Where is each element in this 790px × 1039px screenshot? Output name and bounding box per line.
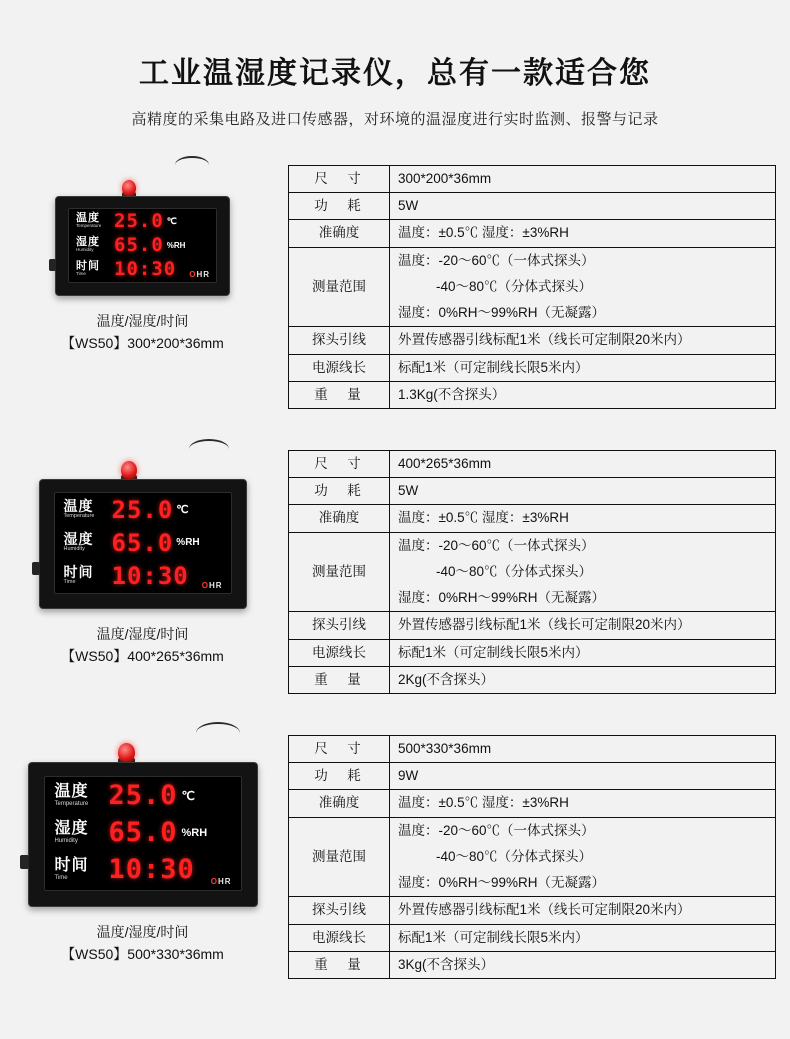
spec-value: 400*265*36mm — [390, 451, 776, 478]
table-row — [289, 736, 776, 763]
spec-key: 功 耗 — [289, 478, 390, 505]
product-caption-2 — [0, 624, 285, 667]
spec-value: 1.3Kg(不含探头） — [390, 381, 776, 408]
table-row — [289, 247, 776, 274]
antenna-icon — [196, 722, 240, 744]
brand-logo: OHR — [189, 270, 210, 279]
temp-label-cn: 温度 — [76, 211, 100, 224]
spec-value: 2Kg(不含探头） — [390, 666, 776, 693]
temp-value: 25.0 — [111, 495, 174, 524]
alarm-lamp-icon — [122, 180, 136, 196]
table-row — [289, 924, 776, 951]
humidity-label-cn: 湿度 — [76, 235, 100, 248]
spec-key: 尺 寸 — [289, 736, 390, 763]
table-row — [289, 166, 776, 193]
spec-value: 500*330*36mm — [390, 736, 776, 763]
caption-line-1: 温度/湿度/时间 — [96, 313, 189, 329]
page-header — [0, 0, 790, 129]
antenna-icon — [189, 439, 229, 459]
temp-label-en: Temperature — [76, 223, 102, 229]
spec-table-2 — [288, 450, 776, 694]
time-value: 10:30 — [114, 258, 177, 280]
side-connector — [32, 562, 40, 575]
time-value: 10:30 — [111, 561, 189, 590]
table-row — [289, 817, 776, 844]
humidity-unit: %RH — [176, 537, 200, 548]
spec-value: 300*200*36mm — [390, 166, 776, 193]
spec-key: 电源线长 — [289, 354, 390, 381]
spec-value: 温度：±0.5℃ 湿度：±3%RH — [390, 790, 776, 817]
spec-key: 测量范围 — [289, 247, 390, 327]
table-row — [289, 193, 776, 220]
spec-key: 测量范围 — [289, 817, 390, 897]
time-label-cn: 时间 — [76, 259, 100, 272]
spec-value: -40～80℃（分体式探头） — [390, 844, 776, 870]
spec-value: 湿度：0%RH～99%RH（无凝露） — [390, 300, 776, 327]
spec-key: 尺 寸 — [289, 166, 390, 193]
device-illustration-2 — [39, 445, 247, 609]
spec-key: 功 耗 — [289, 193, 390, 220]
page-subtitle: 高精度的采集电路及进口传感器，对环境的温湿度进行实时监测、报警与记录 — [131, 111, 659, 128]
time-label-en: Time — [63, 578, 76, 585]
humidity-label-en: Humidity — [63, 545, 85, 552]
product-caption-1 — [0, 311, 285, 354]
table-row — [289, 478, 776, 505]
table-row — [289, 790, 776, 817]
caption-line-1: 温度/湿度/时间 — [96, 626, 189, 642]
table-row — [289, 532, 776, 559]
table-row — [289, 639, 776, 666]
spec-key: 准确度 — [289, 220, 390, 247]
spec-key: 准确度 — [289, 505, 390, 532]
temp-label-en: Temperature — [54, 800, 89, 807]
table-row — [289, 327, 776, 354]
spec-value: 5W — [390, 478, 776, 505]
spec-value: 温度：-20～60℃（一体式探头） — [390, 532, 776, 559]
temp-unit: ℃ — [166, 215, 177, 226]
antenna-icon — [175, 156, 209, 174]
caption-line-2: 【WS50】300*200*36mm — [61, 334, 224, 351]
spec-value: 温度：-20～60℃（一体式探头） — [390, 247, 776, 274]
table-row — [289, 897, 776, 924]
temp-label-cn: 温度 — [54, 782, 89, 800]
spec-key: 准确度 — [289, 790, 390, 817]
spec-value: 湿度：0%RH～99%RH（无凝露） — [390, 585, 776, 612]
brand-logo: OHR — [210, 877, 232, 886]
temp-label-cn: 温度 — [63, 498, 94, 515]
temp-label-en: Temperature — [63, 512, 95, 519]
humidity-label-cn: 湿度 — [54, 819, 89, 837]
caption-line-2: 【WS50】400*265*36mm — [61, 647, 224, 664]
spec-value: -40～80℃（分体式探头） — [390, 274, 776, 300]
side-connector — [49, 259, 56, 271]
spec-value: 湿度：0%RH～99%RH（无凝露） — [390, 870, 776, 897]
spec-value: 标配1米（可定制线长限5米内） — [390, 924, 776, 951]
time-label-cn: 时间 — [63, 564, 94, 581]
page-title: 工业温湿度记录仪，总有一款适合您 — [139, 57, 651, 90]
spec-table-1 — [288, 165, 776, 409]
humidity-label-cn: 湿度 — [63, 531, 94, 548]
caption-line-1: 温度/湿度/时间 — [96, 924, 189, 940]
time-label-en: Time — [54, 874, 68, 881]
product-image-1 — [0, 160, 285, 354]
spec-value: -40～80℃（分体式探头） — [390, 559, 776, 585]
spec-key: 重 量 — [289, 666, 390, 693]
alarm-lamp-icon — [121, 461, 137, 479]
spec-value: 外置传感器引线标配1米（线长可定制限20米内） — [390, 327, 776, 354]
spec-value: 标配1米（可定制线长限5米内） — [390, 354, 776, 381]
table-row — [289, 505, 776, 532]
time-label-cn: 时间 — [54, 856, 89, 874]
spec-key: 电源线长 — [289, 639, 390, 666]
temp-unit: ℃ — [176, 504, 189, 516]
table-row — [289, 354, 776, 381]
caption-line-2: 【WS50】500*330*36mm — [61, 945, 224, 962]
temp-unit: ℃ — [181, 788, 196, 803]
alarm-lamp-icon — [118, 743, 135, 762]
spec-key: 测量范围 — [289, 532, 390, 612]
humidity-unit: %RH — [166, 240, 186, 250]
spec-key: 重 量 — [289, 951, 390, 978]
temp-value: 25.0 — [108, 780, 178, 811]
spec-value: 标配1米（可定制线长限5米内） — [390, 639, 776, 666]
product-caption-3 — [0, 922, 285, 965]
table-row — [289, 612, 776, 639]
table-row — [289, 220, 776, 247]
spec-key: 电源线长 — [289, 924, 390, 951]
spec-key: 功 耗 — [289, 763, 390, 790]
time-value: 10:30 — [108, 854, 195, 885]
brand-logo: OHR — [201, 581, 223, 590]
spec-value: 温度：±0.5℃ 湿度：±3%RH — [390, 220, 776, 247]
side-connector — [20, 855, 29, 869]
product-image-2 — [0, 445, 285, 667]
spec-value: 3Kg(不含探头） — [390, 951, 776, 978]
time-label-en: Time — [76, 271, 86, 277]
spec-key: 探头引线 — [289, 612, 390, 639]
spec-table-3 — [288, 735, 776, 979]
spec-key: 探头引线 — [289, 327, 390, 354]
humidity-unit: %RH — [181, 826, 208, 839]
temp-value: 25.0 — [114, 210, 164, 232]
spec-key: 重 量 — [289, 381, 390, 408]
spec-key: 尺 寸 — [289, 451, 390, 478]
table-row — [289, 381, 776, 408]
spec-value: 9W — [390, 763, 776, 790]
table-row — [289, 666, 776, 693]
humidity-label-en: Humidity — [76, 247, 94, 253]
device-illustration-3 — [28, 730, 258, 907]
table-row — [289, 951, 776, 978]
humidity-label-en: Humidity — [54, 837, 78, 844]
spec-value: 温度：-20～60℃（一体式探头） — [390, 817, 776, 844]
humidity-value: 65.0 — [114, 234, 164, 256]
spec-value: 温度：±0.5℃ 湿度：±3%RH — [390, 505, 776, 532]
spec-value: 外置传感器引线标配1米（线长可定制限20米内） — [390, 897, 776, 924]
humidity-value: 65.0 — [111, 528, 174, 557]
spec-value: 5W — [390, 193, 776, 220]
product-image-3 — [0, 730, 285, 965]
humidity-value: 65.0 — [108, 817, 178, 848]
device-illustration-1 — [55, 160, 230, 296]
spec-value: 外置传感器引线标配1米（线长可定制限20米内） — [390, 612, 776, 639]
table-row — [289, 763, 776, 790]
table-row — [289, 451, 776, 478]
spec-key: 探头引线 — [289, 897, 390, 924]
